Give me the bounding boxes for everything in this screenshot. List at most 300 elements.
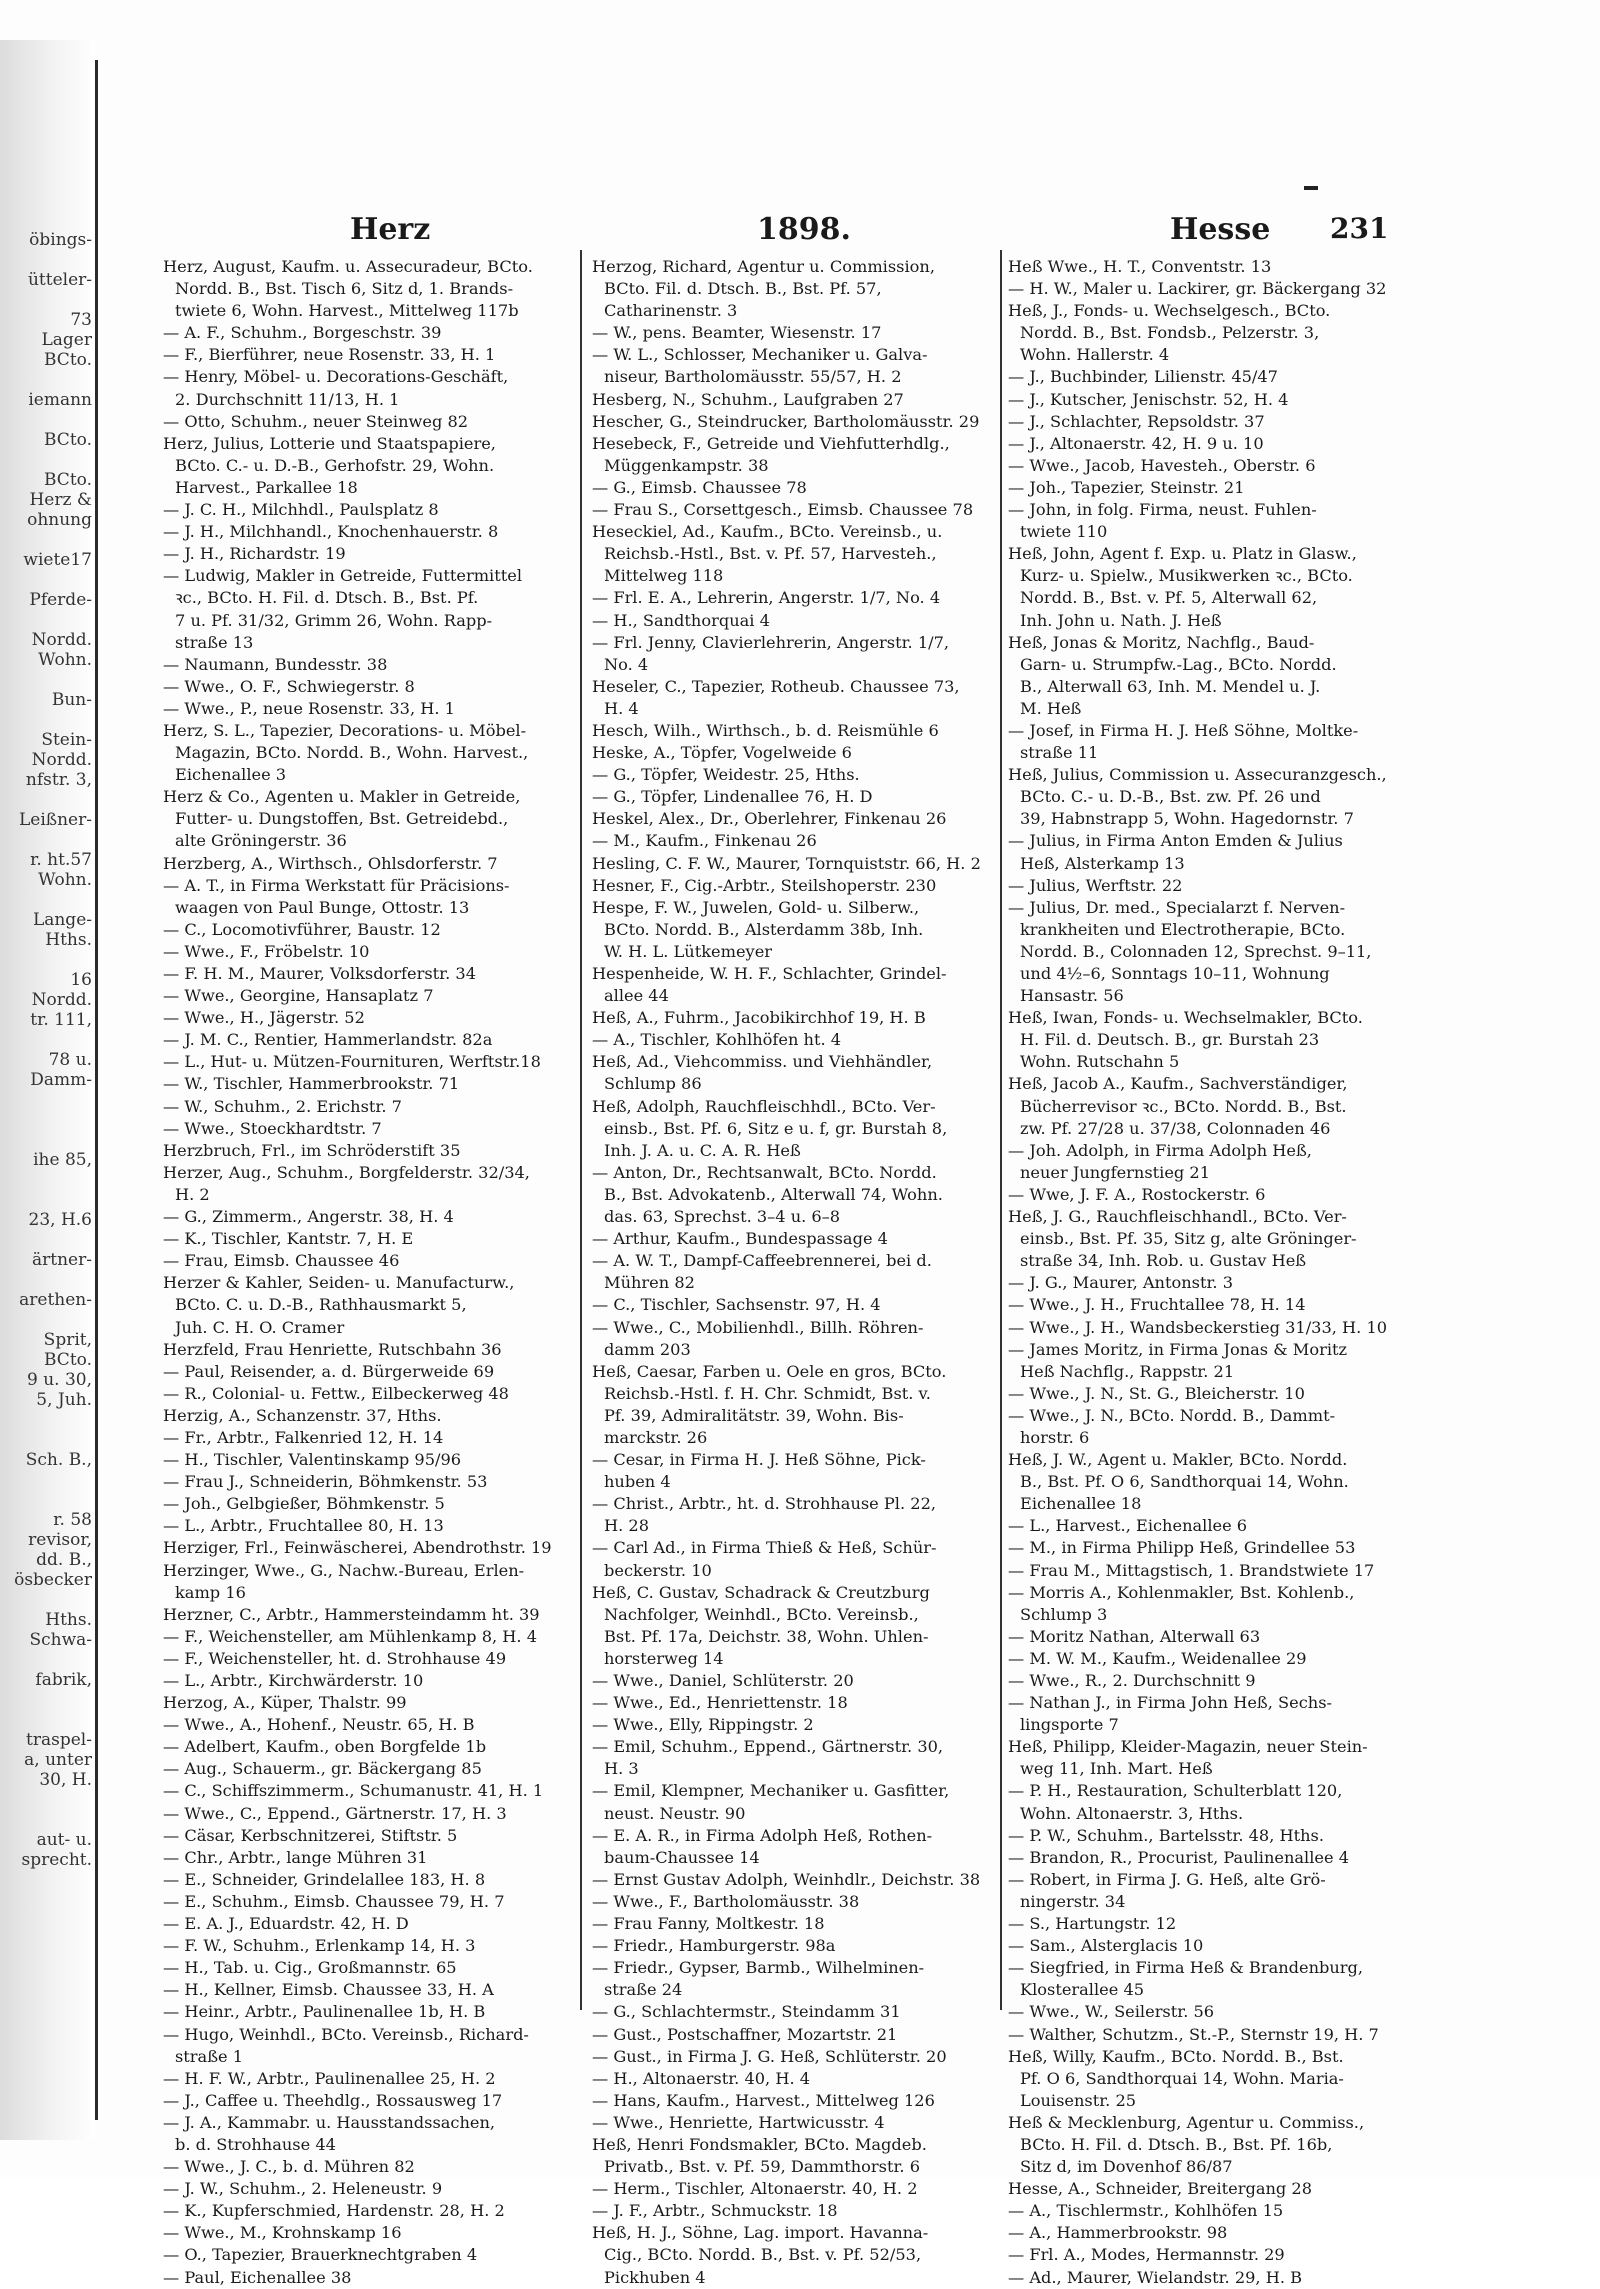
directory-line: — Frau, Eimsb. Chaussee 46 <box>163 1251 400 1271</box>
directory-line: — Wwe., O. F., Schwiegerstr. 8 <box>163 676 415 696</box>
directory-line: — Carl Ad., in Firma Thieß & Heß, Schür- <box>592 1538 937 1558</box>
previous-page-fragment <box>0 1690 92 1710</box>
directory-line: Heß, Philipp, Kleider-Magazin, neuer Stein- <box>1008 1737 1368 1757</box>
previous-page-fragment: Hths. <box>45 930 92 950</box>
directory-line: — P. W., Schuhm., Bartelsstr. 48, Hths. <box>1008 1825 1324 1845</box>
directory-line: — Wwe., Daniel, Schlüterstr. 20 <box>592 1671 854 1690</box>
directory-line: Pickhuben 4 <box>604 2267 706 2287</box>
directory-line: allee 44 <box>604 986 669 1006</box>
directory-line: — F., Bierführer, neue Rosenstr. 33, H. 1 <box>163 345 496 365</box>
directory-line: Hesse, A., Schneider, Breitergang 28 <box>1008 2179 1313 2199</box>
directory-line: — Julius, Werftstr. 22 <box>1008 875 1183 895</box>
previous-page-fragment: r. ht.57 <box>30 850 92 870</box>
previous-page-fragment <box>0 1790 92 1810</box>
directory-line: — Sam., Alsterglacis 10 <box>1008 1936 1204 1956</box>
directory-line: — G., Schlachtermstr., Steindamm 31 <box>592 2002 901 2022</box>
directory-line: Inh. J. A. u. C. A. R. Heß <box>604 1140 801 1160</box>
directory-line: Heß, Ad., Viehcommiss. und Viehhändler, <box>592 1052 933 1072</box>
directory-line: — L., Arbtr., Kirchwärderstr. 10 <box>163 1671 424 1690</box>
directory-line: No. 4 <box>604 654 649 674</box>
directory-line: Heß, J., Fonds- u. Wechselgesch., BCto. <box>1008 301 1331 321</box>
previous-page-fragment <box>0 1810 92 1830</box>
directory-line: — J., Caffee u. Theehdlg., Rossausweg 17 <box>163 2090 503 2110</box>
directory-line: Eichenallee 3 <box>175 765 287 785</box>
directory-line: Heß, Jacob A., Kaufm., Sachverständiger, <box>1008 1074 1348 1094</box>
directory-line: straße 13 <box>175 632 254 652</box>
directory-line: B., Bst. Advokatenb., Alterwall 74, Wohn. <box>604 1184 943 1204</box>
directory-line: — Frl. Jenny, Clavierlehrerin, Angerstr. 1/7, <box>592 632 950 652</box>
directory-line: Hesebeck, F., Getreide und Viehfutterhdlg., <box>592 433 950 453</box>
previous-page-fragment: r. 58 <box>53 1510 92 1530</box>
directory-line: Privatb., Bst. v. Pf. 59, Dammthorstr. 6 <box>604 2157 921 2177</box>
directory-line: — Adelbert, Kaufm., oben Borgfelde 1b <box>163 1737 487 1757</box>
previous-page-fragment <box>0 1710 92 1730</box>
directory-line: Catharinenstr. 3 <box>604 301 738 321</box>
directory-line: Heß, John, Agent f. Exp. u. Platz in Glasw., <box>1008 544 1357 564</box>
directory-line: — Henry, Möbel- u. Decorations-Geschäft, <box>163 367 509 387</box>
directory-line: — L., Harvest., Eichenallee 6 <box>1008 1516 1248 1536</box>
directory-line: — John, in folg. Firma, neust. Fuhlen- <box>1008 500 1317 520</box>
directory-line: Herz & Co., Agenten u. Makler in Getreide, <box>163 787 521 807</box>
directory-line: H. 28 <box>604 1516 650 1536</box>
directory-line: lingsporte 7 <box>1020 1715 1119 1735</box>
directory-line: — Joh., Tapezier, Steinstr. 21 <box>1008 477 1245 497</box>
directory-line: Herz, August, Kaufm. u. Assecuradeur, BCto. <box>163 257 533 276</box>
directory-line: — Morris A., Kohlenmakler, Bst. Kohlenb., <box>1008 1582 1355 1602</box>
previous-page-fragment: ohnung <box>27 510 92 530</box>
directory-line: — Cäsar, Kerbschnitzerei, Stiftstr. 5 <box>163 1825 458 1845</box>
directory-line: Herzog, Richard, Agentur u. Commission, <box>592 257 935 276</box>
previous-page-fragment: arethen- <box>19 1290 92 1310</box>
directory-line: Garn- u. Strumpfw.-Lag., BCto. Nordd. <box>1020 654 1337 674</box>
directory-line: Herzinger, Wwe., G., Nachw.-Bureau, Erlen- <box>163 1560 525 1580</box>
directory-line: Sitz d, im Dovenhof 86/87 <box>1020 2157 1233 2177</box>
previous-page-fragment: fabrik, <box>35 1670 92 1690</box>
directory-line: BCto. C.- u. D.-B., Gerhofstr. 29, Wohn. <box>175 455 495 475</box>
directory-line: Reichsb.-Hstl., Bst. v. Pf. 57, Harvesteh., <box>604 544 937 564</box>
directory-line: 7 u. Pf. 31/32, Grimm 26, Wohn. Rapp- <box>175 610 493 630</box>
directory-line: — Aug., Schauerm., gr. Bäckergang 85 <box>163 1759 482 1779</box>
directory-line: — Josef, in Firma H. J. Heß Söhne, Moltke- <box>1008 720 1359 740</box>
directory-line: ningerstr. 34 <box>1020 1891 1126 1911</box>
directory-line: Nordd. B., Bst. v. Pf. 5, Alterwall 62, <box>1020 588 1318 608</box>
previous-page-fragment: 9 u. 30, <box>26 1370 92 1390</box>
directory-line: — A., Hammerbrookstr. 98 <box>1008 2223 1228 2243</box>
previous-page-fragment: 23, H.6 <box>28 1210 92 1230</box>
previous-page-fragment <box>0 710 92 730</box>
previous-page-fragment: traspel- <box>26 1730 92 1750</box>
directory-line: — Frau J., Schneiderin, Böhmkenstr. 53 <box>163 1472 488 1492</box>
previous-page-fragment: ihe 85, <box>33 1150 92 1170</box>
directory-line: — Herm., Tischler, Altonaerstr. 40, H. 2 <box>592 2179 918 2199</box>
directory-line: — H., Tab. u. Cig., Großmannstr. 65 <box>163 1958 457 1978</box>
directory-line: H. 4 <box>604 698 639 718</box>
previous-page-fragment: sprecht. <box>21 1850 92 1870</box>
directory-line: BCto. C. u. D.-B., Rathhausmarkt 5, <box>175 1295 467 1315</box>
directory-line: — M., in Firma Philipp Heß, Grindellee 53 <box>1008 1538 1356 1558</box>
directory-line: — A. T., in Firma Werkstatt für Präcisions- <box>163 875 510 895</box>
directory-line: weg 11, Inh. Mart. Heß <box>1020 1759 1213 1779</box>
directory-line: — G., Eimsb. Chaussee 78 <box>592 477 807 497</box>
directory-line: alte Gröningerstr. 36 <box>175 831 347 851</box>
directory-line: straße 1 <box>175 2046 244 2066</box>
directory-line: — K., Kupferschmied, Hardenstr. 28, H. 2 <box>163 2201 505 2221</box>
directory-line: B., Alterwall 63, Inh. M. Mendel u. J. <box>1020 676 1321 696</box>
directory-line: und 4½–6, Sonntags 10–11, Wohnung <box>1020 964 1330 983</box>
previous-page-fragment <box>0 670 92 690</box>
directory-line: Herzfeld, Frau Henriette, Rutschbahn 36 <box>163 1339 502 1359</box>
previous-page-fragment: Pferde- <box>29 590 92 610</box>
previous-page-fragment <box>0 1310 92 1330</box>
running-head-left: Herz <box>350 212 431 247</box>
directory-line: einsb., Bst. Pf. 35, Sitz g, alte Gröninger- <box>1020 1229 1357 1249</box>
directory-line: — J. C. H., Milchhdl., Paulsplatz 8 <box>163 500 439 520</box>
directory-line: Nordd. B., Colonnaden 12, Sprechst. 9–11, <box>1020 941 1372 961</box>
previous-page-fragment: BCto. <box>44 350 92 370</box>
directory-line: — J., Schlachter, Repsoldstr. 37 <box>1008 411 1265 431</box>
directory-line: — W., Schuhm., 2. Erichstr. 7 <box>163 1096 402 1116</box>
previous-page-fragment <box>0 1270 92 1290</box>
directory-line: huben 4 <box>604 1472 671 1492</box>
directory-line: — Wwe., Elly, Rippingstr. 2 <box>592 1715 814 1735</box>
directory-line: — Wwe., C., Eppend., Gärtnerstr. 17, H. 3 <box>163 1803 507 1823</box>
previous-page-fragment: 73 <box>70 310 92 330</box>
previous-page-fragment: Lange- <box>32 910 92 930</box>
previous-page-fragment <box>0 370 92 390</box>
directory-line: — Wwe., Georgine, Hansaplatz 7 <box>163 986 434 1006</box>
directory-line: Kurz- u. Spielw., Musikwerken ꝛc., BCto. <box>1020 566 1353 586</box>
directory-line: — H. W., Maler u. Lackirer, gr. Bäckergang 32 <box>1008 279 1387 299</box>
directory-line: Heß & Mecklenburg, Agentur u. Commiss., <box>1008 2112 1365 2132</box>
directory-line: — Emil, Klempner, Mechaniker u. Gasfitter, <box>592 1781 950 1801</box>
directory-line: — Wwe., J. N., St. G., Bleicherstr. 10 <box>1008 1383 1305 1403</box>
directory-line: — Naumann, Bundesstr. 38 <box>163 654 388 674</box>
directory-line: — Hugo, Weinhdl., BCto. Vereinsb., Richard- <box>163 2024 529 2044</box>
previous-page-fragment <box>0 250 92 270</box>
previous-page-fragment <box>0 410 92 430</box>
directory-line: — Frl. E. A., Lehrerin, Angerstr. 1/7, No. 4 <box>592 588 941 608</box>
directory-line: — Wwe., A., Hohenf., Neustr. 65, H. B <box>163 1715 475 1735</box>
directory-line: Hescher, G., Steindrucker, Bartholomäusstr. 29 <box>592 411 980 431</box>
directory-line: das. 63, Sprechst. 3–4 u. 6–8 <box>604 1207 841 1227</box>
previous-page-fragment <box>0 1110 92 1130</box>
directory-line: baum-Chaussee 14 <box>604 1847 760 1867</box>
directory-line: M. Heß <box>1020 698 1082 718</box>
directory-line: twiete 6, Wohn. Harvest., Mittelweg 117b <box>175 301 519 321</box>
directory-column-1 <box>163 256 573 2289</box>
directory-line: Wohn. Rutschahn 5 <box>1020 1052 1180 1072</box>
directory-line: — F. H. M., Maurer, Volksdorferstr. 34 <box>163 964 477 983</box>
directory-line: — C., Tischler, Sachsenstr. 97, H. 4 <box>592 1295 881 1315</box>
directory-line: BCto. Fil. d. Dtsch. B., Bst. Pf. 57, <box>604 279 882 299</box>
directory-line: Herzig, A., Schanzenstr. 37, Hths. <box>163 1405 442 1425</box>
previous-page-fragment: öbings- <box>29 230 92 250</box>
directory-line: Louisenstr. 25 <box>1020 2090 1137 2110</box>
directory-line: — L., Arbtr., Fruchtallee 80, H. 13 <box>163 1516 444 1536</box>
directory-line: straße 34, Inh. Rob. u. Gustav Heß <box>1020 1251 1307 1271</box>
previous-page-fragment: BCto. <box>44 1350 92 1370</box>
directory-line: — J. H., Milchhandl., Knochenhauerstr. 8 <box>163 522 499 542</box>
directory-line: — Frl. A., Modes, Hermannstr. 29 <box>1008 2245 1285 2265</box>
directory-line: Heß, H. J., Söhne, Lag. import. Havanna- <box>592 2223 929 2243</box>
directory-line: Heß, A., Fuhrm., Jacobikirchhof 19, H. B <box>592 1008 926 1028</box>
directory-line: — Hans, Kaufm., Harvest., Mittelweg 126 <box>592 2090 935 2110</box>
directory-line: Klosterallee 45 <box>1020 1980 1145 2000</box>
previous-page-fragment <box>0 1030 92 1050</box>
previous-page-fragment: Stein- <box>41 730 92 750</box>
directory-line: marckstr. 26 <box>604 1427 708 1447</box>
directory-line: waagen von Paul Bunge, Ottostr. 13 <box>175 897 470 917</box>
directory-line: Hansastr. 56 <box>1020 986 1124 1006</box>
directory-line: — E. A. R., in Firma Adolph Heß, Rothen- <box>592 1825 933 1845</box>
directory-line: krankheiten und Electrotherapie, BCto. <box>1020 919 1346 939</box>
directory-line: — Joh., Gelbgießer, Böhmkenstr. 5 <box>163 1494 445 1514</box>
directory-line: — H., Kellner, Eimsb. Chaussee 33, H. A <box>163 1980 494 2000</box>
directory-line: Herz, S. L., Tapezier, Decorations- u. Möbel- <box>163 720 527 740</box>
previous-page-fragment: Sprit, <box>43 1330 92 1350</box>
directory-line: — H., Tischler, Valentinskamp 95/96 <box>163 1450 462 1470</box>
previous-page-fragment <box>0 1490 92 1510</box>
previous-page-fragment: Herz & <box>29 490 92 510</box>
previous-page-fragment: aut- u. <box>36 1830 92 1850</box>
previous-page-fragment: Sch. B., <box>25 1450 92 1470</box>
directory-line: — Robert, in Firma J. G. Heß, alte Grö- <box>1008 1869 1326 1889</box>
directory-line: zw. Pf. 27/28 u. 37/38, Colonnaden 46 <box>1020 1118 1331 1138</box>
directory-line: — Nathan J., in Firma John Heß, Sechs- <box>1008 1693 1332 1713</box>
directory-line: Mittelweg 118 <box>604 566 724 586</box>
directory-line: straße 11 <box>1020 743 1099 763</box>
previous-page-fragment <box>0 1410 92 1430</box>
directory-line: horstr. 6 <box>1020 1427 1090 1447</box>
directory-line: — K., Tischler, Kantstr. 7, H. E <box>163 1229 414 1249</box>
previous-page-fragment <box>0 1170 92 1190</box>
directory-line: 2. Durchschnitt 11/13, H. 1 <box>175 389 400 409</box>
previous-page-fragment: Nordd. <box>31 750 92 770</box>
directory-line: — Gust., Postschaffner, Mozartstr. 21 <box>592 2024 898 2044</box>
previous-page-fragments <box>0 230 92 1870</box>
directory-line: — G., Töpfer, Weidestr. 25, Hths. <box>592 765 860 785</box>
directory-line: — Wwe., Stoeckhardtstr. 7 <box>163 1118 382 1138</box>
directory-line: einsb., Bst. Pf. 6, Sitz e u. f, gr. Burstah 8, <box>604 1118 948 1138</box>
directory-line: horsterweg 14 <box>604 1648 724 1668</box>
directory-line: H. 2 <box>175 1184 210 1204</box>
previous-page-fragment <box>0 610 92 630</box>
previous-page-fragment: Nordd. <box>31 990 92 1010</box>
previous-page-fragment: revisor, <box>28 1530 92 1550</box>
directory-line: BCto. C.- u. D.-B., Bst. zw. Pf. 26 und <box>1020 787 1321 807</box>
directory-line: neust. Neustr. 90 <box>604 1803 746 1823</box>
directory-line: — Otto, Schuhm., neuer Steinweg 82 <box>163 411 469 431</box>
directory-line: Heß, Adolph, Rauchfleischhdl., BCto. Ver- <box>592 1096 936 1116</box>
directory-line: Heß, Caesar, Farben u. Oele en gros, BCto. <box>592 1361 947 1381</box>
directory-line: niseur, Bartholomäusstr. 55/57, H. 2 <box>604 367 902 387</box>
directory-line: W. H. L. Lütkemeyer <box>604 941 773 961</box>
directory-line: Nordd. B., Bst. Tisch 6, Sitz d, 1. Brands- <box>175 279 514 299</box>
directory-line: — E. A. J., Eduardstr. 42, H. D <box>163 1914 409 1934</box>
previous-page-fragment: 30, H. <box>39 1770 92 1790</box>
directory-line: — Friedr., Hamburgerstr. 98a <box>592 1936 836 1956</box>
directory-line: — G., Töpfer, Lindenallee 76, H. D <box>592 787 873 807</box>
previous-page-fragment: BCto. <box>44 430 92 450</box>
directory-line: Magazin, BCto. Nordd. B., Wohn. Harvest., <box>175 743 529 763</box>
directory-line: — M., Kaufm., Finkenau 26 <box>592 831 817 851</box>
directory-line: Herz, Julius, Lotterie und Staatspapiere, <box>163 433 496 453</box>
directory-line: — A. W. T., Dampf-Caffeebrennerei, bei d. <box>592 1251 932 1271</box>
directory-line: — C., Locomotivführer, Baustr. 12 <box>163 919 441 939</box>
directory-line: — P. H., Restauration, Schulterblatt 120, <box>1008 1781 1343 1801</box>
directory-line: Heß, Iwan, Fonds- u. Wechselmakler, BCto. <box>1008 1008 1363 1028</box>
directory-line: — Ad., Maurer, Wielandstr. 29, H. B <box>1008 2267 1303 2287</box>
directory-line: — Ludwig, Makler in Getreide, Futtermittel <box>163 566 523 586</box>
directory-line: — C., Schiffszimmerm., Schumanustr. 41, H. 1 <box>163 1781 544 1801</box>
directory-line: — Wwe., J. H., Wandsbeckerstieg 31/33, H. 10 <box>1008 1317 1388 1337</box>
directory-line: — Brandon, R., Procurist, Paulinenallee 4 <box>1008 1847 1350 1867</box>
directory-line: Futter- u. Dungstoffen, Bst. Getreidebd., <box>175 809 509 829</box>
directory-line: — Emil, Schuhm., Eppend., Gärtnerstr. 30, <box>592 1737 944 1757</box>
directory-line: — James Moritz, in Firma Jonas & Moritz <box>1008 1339 1348 1359</box>
directory-line: H. Fil. d. Deutsch. B., gr. Burstah 23 <box>1020 1030 1320 1050</box>
previous-page-fragment <box>0 570 92 590</box>
directory-line: — Wwe., R., 2. Durchschnitt 9 <box>1008 1671 1256 1690</box>
directory-line: Hespenheide, W. H. F., Schlachter, Grindel- <box>592 964 947 983</box>
directory-line: Bst. Pf. 17a, Deichstr. 38, Wohn. Uhlen- <box>604 1626 929 1646</box>
directory-line: — H. F. W., Arbtr., Paulinenallee 25, H. 2 <box>163 2068 496 2088</box>
directory-line: BCto. H. Fil. d. Dtsch. B., Bst. Pf. 16b, <box>1020 2134 1333 2154</box>
directory-line: — A., Tischler, Kohlhöfen ht. 4 <box>592 1030 842 1050</box>
directory-line: Hesch, Wilh., Wirthsch., b. d. Reismühle 6 <box>592 720 939 740</box>
directory-line: Juh. C. H. O. Cramer <box>175 1317 345 1337</box>
directory-line: — F., Weichensteller, am Mühlenkamp 8, H. 4 <box>163 1626 537 1646</box>
previous-page-fragment: tr. 111, <box>30 1010 92 1030</box>
previous-page-fragment: ütteler- <box>27 270 92 290</box>
directory-line: Wohn. Hallerstr. 4 <box>1020 345 1170 365</box>
directory-line: — Ernst Gustav Adolph, Weinhdlr., Deichstr. 38 <box>592 1869 981 1889</box>
directory-line: Bücherrevisor ꝛc., BCto. Nordd. B., Bst. <box>1020 1096 1347 1116</box>
directory-line: — Wwe., P., neue Rosenstr. 33, H. 1 <box>163 698 455 718</box>
directory-line: — J., Buchbinder, Lilienstr. 45/47 <box>1008 367 1278 387</box>
directory-line: — E., Schuhm., Eimsb. Chaussee 79, H. 7 <box>163 1891 505 1911</box>
directory-line: Herziger, Frl., Feinwäscherei, Abendrothstr. 19 <box>163 1538 552 1558</box>
previous-page-fragment <box>0 1190 92 1210</box>
directory-line: — W., pens. Beamter, Wiesenstr. 17 <box>592 323 882 343</box>
directory-line: — Julius, in Firma Anton Emden & Julius <box>1008 831 1343 851</box>
directory-line: — Wwe., M., Krohnskamp 16 <box>163 2223 402 2243</box>
directory-line: — Paul, Reisender, a. d. Bürgerweide 69 <box>163 1361 495 1381</box>
directory-line: — Frau Fanny, Moltkestr. 18 <box>592 1914 825 1934</box>
directory-line: straße 24 <box>604 1980 683 2000</box>
directory-line: — Wwe., H., Jägerstr. 52 <box>163 1008 365 1028</box>
directory-line: H. 3 <box>604 1759 639 1779</box>
directory-line: — Joh. Adolph, in Firma Adolph Heß, <box>1008 1140 1312 1160</box>
directory-line: — A. F., Schuhm., Borgeschstr. 39 <box>163 323 442 343</box>
directory-line: Heskel, Alex., Dr., Oberlehrer, Finkenau 26 <box>592 809 947 829</box>
previous-page-fragment: dd. B., <box>36 1550 92 1570</box>
directory-line: Eichenallee 18 <box>1020 1494 1142 1514</box>
previous-page-fragment <box>0 1590 92 1610</box>
directory-line: Herzberg, A., Wirthsch., Ohlsdorferstr. 7 <box>163 853 498 873</box>
directory-line: — Wwe., F., Bartholomäusstr. 38 <box>592 1891 860 1911</box>
previous-page-fragment <box>0 790 92 810</box>
directory-line: — W. L., Schlosser, Mechaniker u. Galva- <box>592 345 928 365</box>
directory-line: — Wwe., Henriette, Hartwicusstr. 4 <box>592 2112 885 2132</box>
previous-page-fragment: Nordd. <box>31 630 92 650</box>
directory-line: Müggenkampstr. 38 <box>604 455 769 475</box>
directory-line: twiete 110 <box>1020 522 1108 542</box>
directory-line: Herzner, C., Arbtr., Hammersteindamm ht. 39 <box>163 1604 540 1624</box>
directory-line: Reichsb.-Hstl. f. H. Chr. Schmidt, Bst. v. <box>604 1383 931 1403</box>
print-mark <box>1304 186 1318 190</box>
previous-page-fragment <box>0 1430 92 1450</box>
directory-line: Herzer & Kahler, Seiden- u. Manufacturw., <box>163 1273 515 1293</box>
previous-page-fragment: ärtner- <box>32 1250 92 1270</box>
running-head-right: Hesse <box>1170 212 1271 247</box>
directory-line: Heß, J. G., Rauchfleischhandl., BCto. Ver- <box>1008 1207 1347 1227</box>
page-edge-line <box>95 60 98 2120</box>
directory-line: — F., Weichensteller, ht. d. Strohhause 49 <box>163 1648 507 1668</box>
directory-line: Nordd. B., Bst. Fondsb., Pelzerstr. 3, <box>1020 323 1320 343</box>
directory-line: Pf. 39, Admiralitätstr. 39, Wohn. Bis- <box>604 1405 904 1425</box>
directory-line: Heß, Julius, Commission u. Assecuranzgesch., <box>1008 765 1387 785</box>
directory-line: — R., Colonial- u. Fettw., Eilbeckerweg 48 <box>163 1383 509 1403</box>
directory-line: — J. W., Schuhm., 2. Heleneustr. 9 <box>163 2179 443 2199</box>
directory-line: — H., Sandthorquai 4 <box>592 610 770 630</box>
directory-line: — J., Altonaerstr. 42, H. 9 u. 10 <box>1008 433 1264 453</box>
directory-line: Heß, Jonas & Moritz, Nachflg., Baud- <box>1008 632 1315 652</box>
directory-line: — Wwe., F., Fröbelstr. 10 <box>163 941 370 961</box>
directory-line: — Wwe., J. H., Fruchtallee 78, H. 14 <box>1008 1295 1306 1315</box>
directory-line: — Wwe., C., Mobilienhdl., Billh. Röhren- <box>592 1317 924 1337</box>
directory-line: Hespe, F. W., Juwelen, Gold- u. Silberw., <box>592 897 920 917</box>
directory-line: Heß Nachflg., Rappstr. 21 <box>1020 1361 1235 1381</box>
previous-page-fragment <box>0 1470 92 1490</box>
running-head-year: 1898. <box>757 212 851 247</box>
directory-line: Heseckiel, Ad., Kaufm., BCto. Vereinsb., u. <box>592 522 943 542</box>
directory-line: — W., Tischler, Hammerbrookstr. 71 <box>163 1074 460 1094</box>
directory-line: — J. F., Arbtr., Schmuckstr. 18 <box>592 2201 838 2221</box>
directory-line: B., Bst. Pf. O 6, Sandthorquai 14, Wohn. <box>1020 1472 1349 1492</box>
previous-page-fragment <box>0 1130 92 1150</box>
previous-page-fragment: Leißner- <box>18 810 92 830</box>
directory-line: beckerstr. 10 <box>604 1560 712 1580</box>
directory-line: Hesberg, N., Schuhm., Laufgraben 27 <box>592 389 904 409</box>
directory-line: — M. W. M., Kaufm., Weidenallee 29 <box>1008 1648 1307 1668</box>
directory-line: — Chr., Arbtr., lange Mühren 31 <box>163 1847 428 1867</box>
previous-page-fragment: Hths. <box>45 1610 92 1630</box>
directory-line: — Christ., Arbtr., ht. d. Strohhause Pl. 22, <box>592 1494 937 1514</box>
previous-page-fragment: 5, Juh. <box>36 1390 92 1410</box>
previous-page-fragment: Bun- <box>51 690 92 710</box>
directory-line: — Moritz Nathan, Alterwall 63 <box>1008 1626 1261 1646</box>
directory-line: Inh. John u. Nath. J. Heß <box>1020 610 1222 630</box>
directory-line: — Wwe., J. N., BCto. Nordd. B., Dammt- <box>1008 1405 1336 1425</box>
directory-line: — J. G., Maurer, Antonstr. 3 <box>1008 1273 1234 1293</box>
previous-page-fragment: Damm- <box>30 1070 92 1090</box>
previous-page-fragment: Wohn. <box>38 870 92 890</box>
directory-line: damm 203 <box>604 1339 691 1359</box>
previous-page-fragment: Schwa- <box>29 1630 92 1650</box>
directory-line: — Wwe., W., Seilerstr. 56 <box>1008 2002 1215 2022</box>
previous-page-fragment <box>0 1650 92 1670</box>
previous-page-fragment <box>0 530 92 550</box>
directory-line: Hesner, F., Cig.-Arbtr., Steilshoperstr. 230 <box>592 875 937 895</box>
directory-line: Heseler, C., Tapezier, Rotheub. Chaussee 73, <box>592 676 960 696</box>
directory-line: b. d. Strohhause 44 <box>175 2134 336 2154</box>
directory-line: — Cesar, in Firma H. J. Heß Söhne, Pick- <box>592 1450 926 1470</box>
previous-page-fragment: 16 <box>70 970 92 990</box>
previous-page-fragment: 78 u. <box>48 1050 92 1070</box>
directory-line: Schlump 3 <box>1020 1604 1108 1624</box>
directory-line: — F. W., Schuhm., Erlenkamp 14, H. 3 <box>163 1936 476 1956</box>
